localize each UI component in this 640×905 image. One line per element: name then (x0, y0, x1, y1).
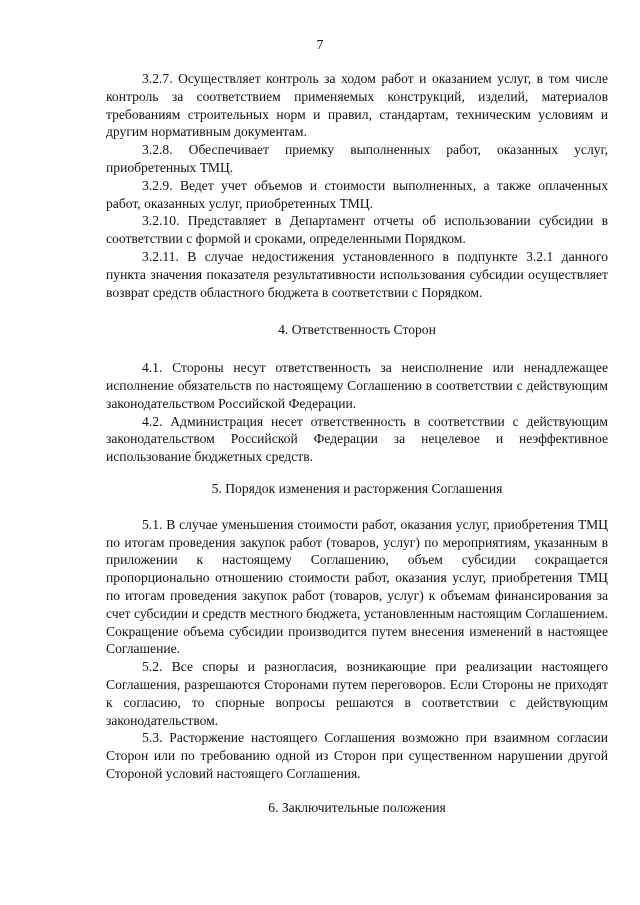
section-heading-6: 6. Заключительные положения (268, 799, 446, 815)
section-heading-4: 4. Ответственность Сторон (278, 322, 436, 338)
paragraph-5-3: 5.3. Расторжение настоящего Соглашения возможно при взаимном согласии Сторон или по требованию одной из Сторон при существенном нарушении другой Стороной условий настоящего Соглашения. (106, 730, 608, 781)
paragraph-4-1: 4.1. Стороны несут ответственность за неисполнение или ненадлежащее исполнение обязательств по настоящему Соглашению в соответствии с действующим законодательством Российской Федерации. (106, 360, 608, 411)
paragraph-4-2: 4.2. Администрация несет ответственность в соответствии с действующим законодательством Российской Федерации за нецелевое и неэффективное использование бюджетных средств. (106, 413, 608, 465)
document-body (106, 70, 608, 816)
paragraph-3-2-10: 3.2.10. Представляет в Департамент отчеты об использовании субсидии в соответствии с формой и сроками, определенными Порядком. (106, 213, 608, 247)
section-heading-5: 5. Порядок изменения и расторжения Соглашения (211, 480, 503, 496)
paragraph-5-1: 5.1. В случае уменьшения стоимости работ, оказания услуг, приобретения ТМЦ по итогам проведения закупок работ (товаров, услуг) по мероприятиям, указанным в приложении к настоящему Соглашению, объем субсидии сокращается пропорционально отношению стоимости работ, оказания услуг, приобретения ТМЦ по итогам проведения закупок работ (товаров, услуг) к объемам финансирования за счет субсидии и средств местного бюджета, установленным настоящим Соглашением. Сокращение объема субсидии производится путем внесения изменений в настоящее Соглашение. (106, 516, 608, 657)
paragraph-3-2-7: 3.2.7. Осуществляет контроль за ходом работ и оказанием услуг, в том числе контроль за соответствием применяемых конструкций, изделий, материалов требованиям строительных норм и правил, стандартам, техническим условиям и другим нормативным документам. (106, 71, 608, 140)
paragraph-3-2-11: 3.2.11. В случае недостижения установленного в подпункте 3.2.1 данного пункта значения показателя результативности использования субсидии осуществляет возврат средств областного бюджета в соответствии с Порядком. (106, 248, 608, 300)
paragraph-5-2: 5.2. Все споры и разногласия, возникающие при реализации настоящего Соглашения, разрешаются Сторонами путем переговоров. Если Стороны не приходят к согласию, то спорные вопросы решаются в соответствии с действующим законодательством. (106, 659, 608, 728)
page-number: 7 (316, 38, 324, 53)
paragraph-3-2-9: 3.2.9. Ведет учет объемов и стоимости выполненных, а также оплаченных работ, оказанных услуг, приобретенных ТМЦ. (106, 177, 608, 211)
paragraph-3-2-8: 3.2.8. Обеспечивает приемку выполненных работ, оказанных услуг, приобретенных ТМЦ. (106, 142, 608, 175)
